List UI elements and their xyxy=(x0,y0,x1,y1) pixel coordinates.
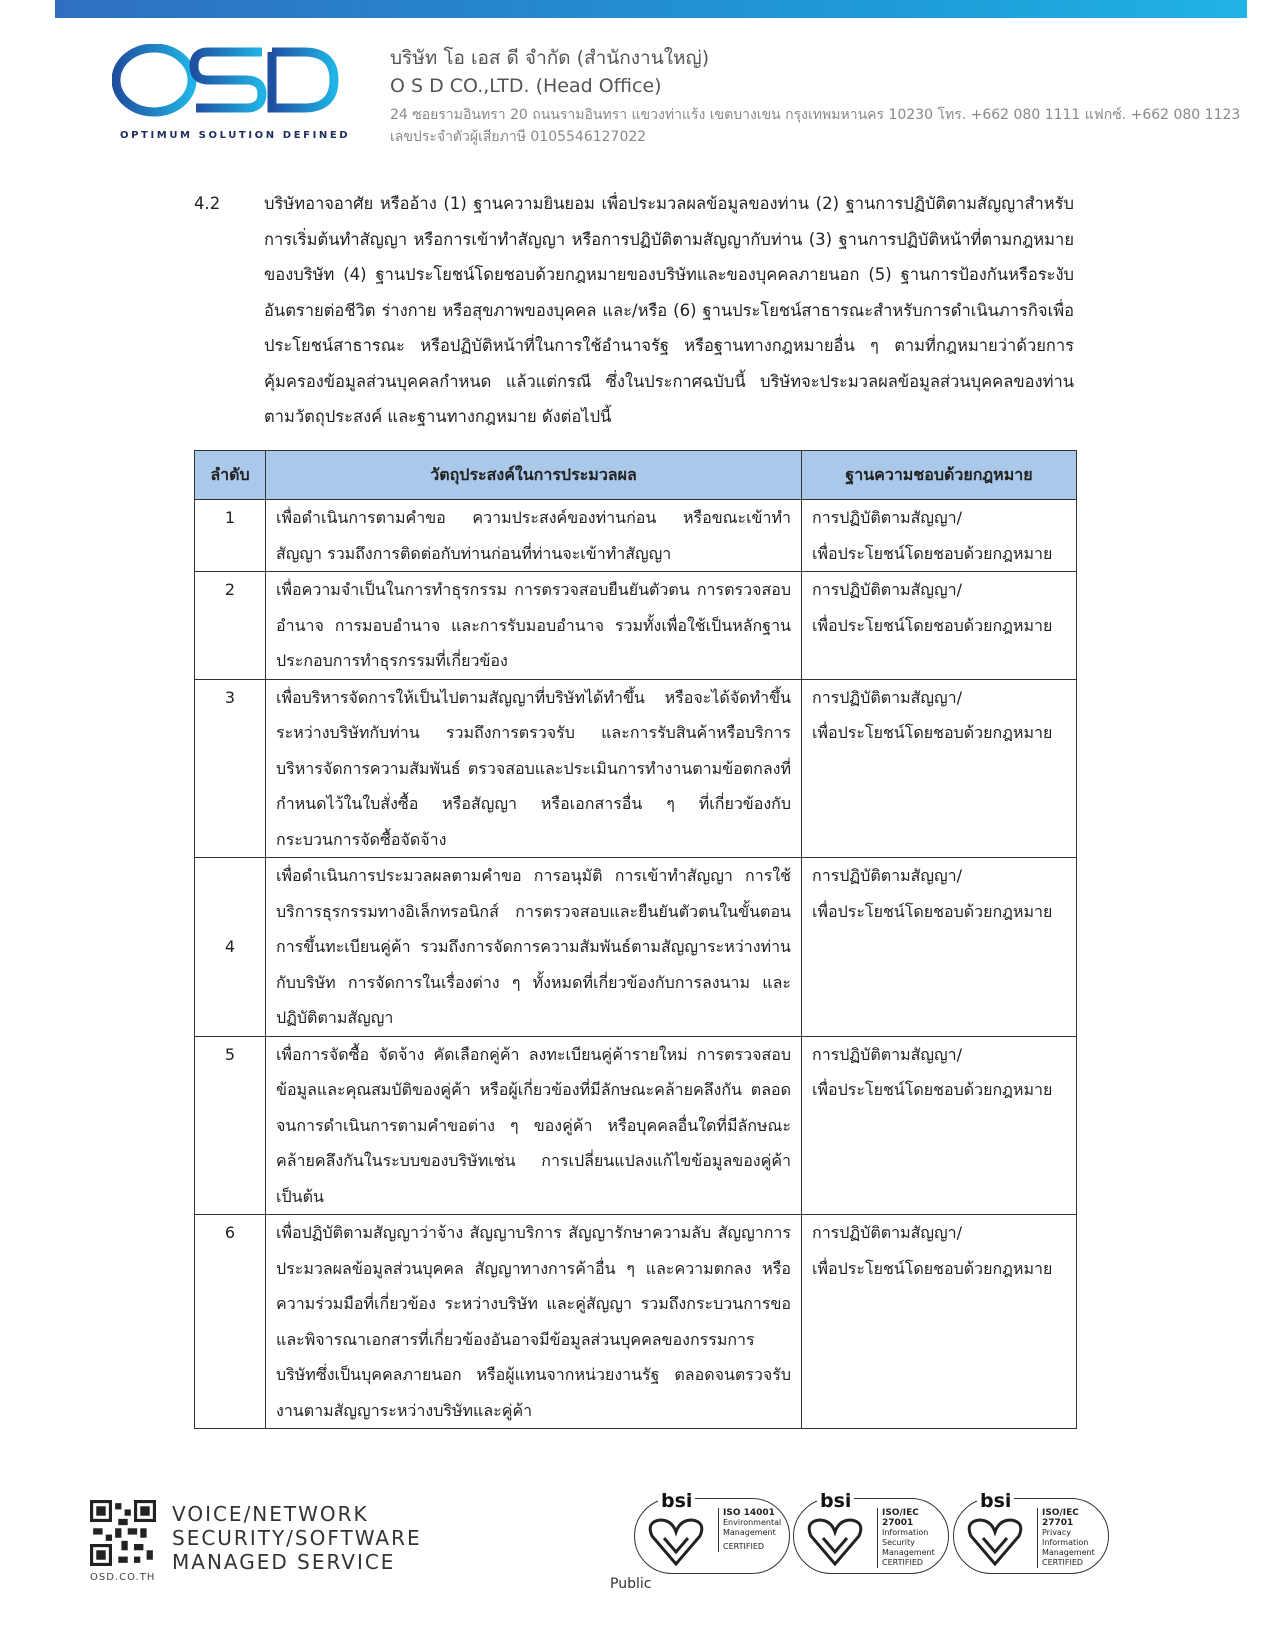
logo-tagline: OPTIMUM SOLUTION DEFINED xyxy=(120,130,351,141)
purpose-table xyxy=(194,450,1077,1429)
row-purpose: เพื่อดำเนินการตามคำขอ ความประสงค์ของท่านก่อน หรือขณะเข้าทำสัญญา รวมถึงการติดต่อกับท่านก่อนที่ท่านจะเข้าทำสัญญา xyxy=(266,500,802,572)
bsi-cert-badge xyxy=(793,1490,953,1576)
table-row xyxy=(195,1036,1077,1215)
cert-desc: Environmental Management xyxy=(723,1518,782,1537)
bsi-brand: bsi xyxy=(817,1490,854,1512)
row-purpose: เพื่อการจัดซื้อ จัดจ้าง คัดเลือกคู่ค้า ลงทะเบียนคู่ค้ารายใหม่ การตรวจสอบข้อมูลและคุณสมบัติของคู่ค้า หรือผู้เกี่ยวข้องที่มีลักษณะคล้ายคลึงกัน ตลอดจนการดำเนินการตามคำขอต่าง ๆ ของคู่ค้า หรือบุคคลอื่นใดที่มีลักษณะคล้ายคลึงกันในระบบของบริษัทเช่น การเปลี่ยนแปลงแก้ไขข้อมูลของคู่ค้า เป็นต้น xyxy=(266,1036,802,1215)
row-purpose: เพื่อปฏิบัติตามสัญญาว่าจ้าง สัญญาบริการ สัญญารักษาความลับ สัญญาการประมวลผลข้อมูลส่วนบุคคล สัญญาทางการค้าอื่น ๆ และความตกลง หรือความร่วมมือที่เกี่ยวข้อง ระหว่างบริษัท และคู่สัญญา รวมถึงกระบวนการขอ และพิจารณาเอกสารที่เกี่ยวข้องอันอาจมีข้อมูลส่วนบุคคลของกรรมการบริษัทซึ่งเป็นบุคคลภายนอก หรือผู้แทนจากหน่วยงานรัฐ ตลอดจนตรวจรับงานตามสัญญาระหว่างบริษัทและคู่ค้า xyxy=(266,1215,802,1429)
row-legal-basis xyxy=(802,572,1077,680)
row-legal-basis xyxy=(802,1215,1077,1429)
kitemark-icon xyxy=(644,1512,708,1568)
header-order: ลำดับ xyxy=(195,451,266,500)
service-item: SECURITY/SOFTWARE xyxy=(172,1526,422,1550)
row-number: 6 xyxy=(195,1215,266,1429)
row-number: 2 xyxy=(195,572,266,680)
basis-line: การปฏิบัติตามสัญญา/ xyxy=(812,1044,963,1064)
qr-code-icon xyxy=(90,1500,156,1566)
basis-line: เพื่อประโยชน์โดยชอบด้วยกฎหมาย xyxy=(812,543,1053,563)
cert-desc: Information Security Management xyxy=(882,1528,935,1557)
header-accent-bar xyxy=(55,0,1247,18)
osd-logo-icon xyxy=(112,44,344,144)
cert-text xyxy=(877,1508,948,1568)
row-legal-basis xyxy=(802,500,1077,572)
basis-line: เพื่อประโยชน์โดยชอบด้วยกฎหมาย xyxy=(812,615,1053,635)
row-number: 3 xyxy=(195,679,266,858)
services-list xyxy=(172,1502,422,1574)
cert-code: ISO 14001 xyxy=(723,1508,775,1518)
row-legal-basis xyxy=(802,679,1077,858)
basis-line: การปฏิบัติตามสัญญา/ xyxy=(812,508,963,527)
cert-status: CERTIFIED xyxy=(1042,1558,1084,1567)
website-text: OSD.CO.TH xyxy=(90,1572,156,1583)
basis-line: การปฏิบัติตามสัญญา/ xyxy=(812,866,963,885)
basis-line: เพื่อประโยชน์โดยชอบด้วยกฎหมาย xyxy=(812,901,1053,921)
basis-line: การปฏิบัติตามสัญญา/ xyxy=(812,580,963,599)
bsi-cert-badge xyxy=(953,1490,1113,1576)
table-header-row xyxy=(195,451,1077,500)
section-4-2 xyxy=(194,186,1074,435)
cert-text xyxy=(1037,1508,1108,1568)
row-number: 5 xyxy=(195,1036,266,1215)
kitemark-icon xyxy=(963,1512,1027,1568)
company-name-english: O S D CO.,LTD. (Head Office) xyxy=(390,75,662,97)
service-item: VOICE/NETWORK xyxy=(172,1502,369,1526)
company-tax-id: เลขประจำตัวผู้เสียภาษี 0105546127022 xyxy=(390,129,647,145)
basis-line: เพื่อประโยชน์โดยชอบด้วยกฎหมาย xyxy=(812,723,1053,742)
cert-desc: Privacy Information Management xyxy=(1042,1528,1095,1557)
cert-text xyxy=(718,1508,789,1552)
header-purpose: วัตถุประสงค์ในการประมวลผล xyxy=(266,451,802,500)
row-purpose: เพื่อความจำเป็นในการทำธุรกรรม การตรวจสอบยืนยันตัวตน การตรวจสอบอำนาจ การมอบอำนาจ และการรับมอบอำนาจ รวมทั้งเพื่อใช้เป็นหลักฐานประกอบการทำธุรกรรมที่เกี่ยวข้อง xyxy=(266,572,802,680)
basis-line: เพื่อประโยชน์โดยชอบด้วยกฎหมาย xyxy=(812,1258,1053,1278)
row-purpose: เพื่อดำเนินการประมวลผลตามคำขอ การอนุมัติ การเข้าทำสัญญา การใช้บริการธุรกรรมทางอิเล็กทรอนิกส์ การตรวจสอบและยืนยันตัวตนในขั้นตอนการขึ้นทะเบียนคู่ค้า รวมถึงการจัดการความสัมพันธ์ตามสัญญาระหว่างท่านกับบริษัท การจัดการในเรื่องต่าง ๆ ทั้งหมดที่เกี่ยวข้องกับการลงนาม และปฏิบัติตามสัญญา xyxy=(266,858,802,1037)
section-paragraph: บริษัทอาจอาศัย หรืออ้าง (1) ฐานความยินยอม เพื่อประมวลผลข้อมูลของท่าน (2) ฐานการปฏิบัติตามสัญญาสำหรับการเริ่มต้นทำสัญญา หรือการเข้าทำสัญญา หรือการปฏิบัติตามสัญญากับท่าน (3) ฐานการปฏิบัติหน้าที่ตามกฎหมายของบริษัท (4) ฐานประโยชน์โดยชอบด้วยกฎหมายของบริษัทและของบุคคลภายนอก (5) ฐานการป้องกันหรือระงับอันตรายต่อชีวิต ร่างกาย หรือสุขภาพของบุคคล และ/หรือ (6) ฐานประโยชน์สาธารณะสำหรับการดำเนินภารกิจเพื่อประโยชน์สาธารณะ หรือปฏิบัติหน้าที่ในการใช้อำนาจรัฐ หรือฐานทางกฎหมายอื่น ๆ ตามที่กฎหมายว่าด้วยการคุ้มครองข้อมูลส่วนบุคคลกำหนด แล้วแต่กรณี ซึ่งในประกาศฉบับนี้ บริษัทจะประมวลผลข้อมูลส่วนบุคคลของท่าน ตามวัตถุประสงค์ และฐานทางกฎหมาย ดังต่อไปนี้ xyxy=(264,194,1074,426)
cert-status: CERTIFIED xyxy=(882,1558,924,1567)
cert-code: ISO/IEC 27001 xyxy=(882,1508,919,1528)
basis-line: เพื่อประโยชน์โดยชอบด้วยกฎหมาย xyxy=(812,1080,1053,1099)
row-number: 4 xyxy=(195,858,266,1037)
kitemark-icon xyxy=(803,1512,867,1568)
bsi-brand: bsi xyxy=(658,1490,695,1512)
row-legal-basis xyxy=(802,1036,1077,1215)
table-row xyxy=(195,858,1077,1037)
table-row xyxy=(195,679,1077,858)
row-purpose: เพื่อบริหารจัดการให้เป็นไปตามสัญญาที่บริษัทได้ทำขึ้น หรือจะได้จัดทำขึ้นระหว่างบริษัทกับท่าน รวมถึงการตรวจรับ และการรับสินค้าหรือบริการ บริหารจัดการความสัมพันธ์ ตรวจสอบและประเมินการทำงานตามข้อตกลงที่กำหนดไว้ในใบสั่งซื้อ หรือสัญญา หรือเอกสารอื่น ๆ ที่เกี่ยวข้องกับกระบวนการจัดซื้อจัดจ้าง xyxy=(266,679,802,858)
basis-line: การปฏิบัติตามสัญญา/ xyxy=(812,1223,963,1242)
cert-status: CERTIFIED xyxy=(723,1542,765,1551)
section-number: 4.2 xyxy=(194,194,221,213)
table-row xyxy=(195,1215,1077,1429)
bsi-brand: bsi xyxy=(977,1490,1014,1512)
cert-code: ISO/IEC 27701 xyxy=(1042,1508,1079,1528)
basis-line: การปฏิบัติตามสัญญา/ xyxy=(812,687,963,707)
company-info xyxy=(390,44,1240,148)
table-row xyxy=(195,572,1077,680)
service-item: MANAGED SERVICE xyxy=(172,1550,396,1574)
row-number: 1 xyxy=(195,500,266,572)
table-row xyxy=(195,500,1077,572)
header-legal-basis: ฐานความชอบด้วยกฎหมาย xyxy=(802,451,1077,500)
row-legal-basis xyxy=(802,858,1077,1037)
company-name-thai: บริษัท โอ เอส ดี จำกัด (สำนักงานใหญ่) xyxy=(390,47,710,69)
bsi-cert-badge xyxy=(634,1490,794,1576)
company-address: 24 ซอยรามอินทรา 20 ถนนรามอินทรา แขวงท่าแร้ง เขตบางเขน กรุงเทพมหานคร 10230 โทร. +662 080 1111 แฟกซ์. +662 080 1123 xyxy=(390,107,1241,123)
classification-label: Public xyxy=(610,1576,652,1592)
